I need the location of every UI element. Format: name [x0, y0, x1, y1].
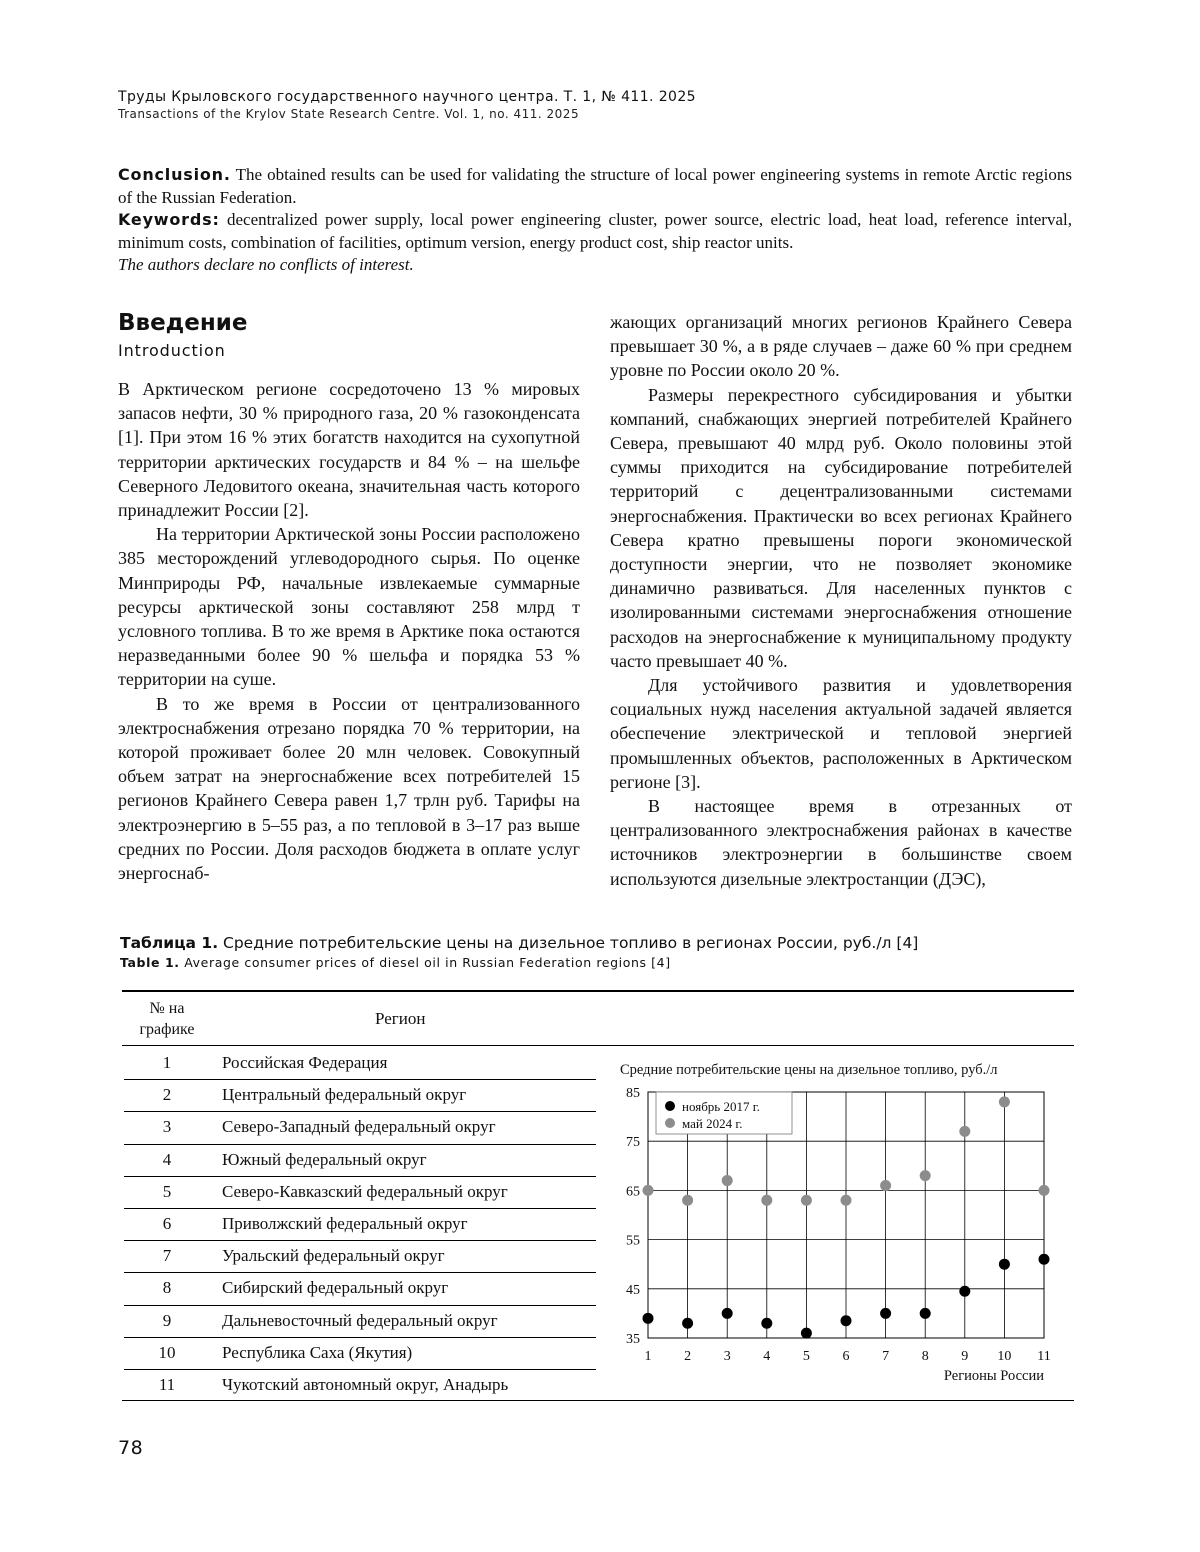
- table-cell-number: 11: [158, 1374, 176, 1394]
- x-tick-label: 1: [644, 1349, 652, 1364]
- body-paragraph: На территории Арктической зоны России расположено 385 месторождений углеводородного сырья. По оценке Минприроды РФ, начальные извлекаемые суммарные ресурсы арктической зоны составляют 258 млрд т условного топлива. В то же время в Арктике пока остаются неразведанными более 90 % шельфа и порядка 53 % территории на суше.: [118, 524, 580, 690]
- table-cell-region: Республика Саха (Якутия): [222, 1342, 413, 1362]
- table-caption-ru-label: Таблица 1.: [120, 934, 219, 952]
- table-header-region: Регион: [375, 1009, 426, 1028]
- table-caption-ru-text: Средние потребительские цены на дизельное топливо в регионах России, руб./л [4]: [218, 934, 919, 952]
- y-tick-label: 45: [626, 1282, 640, 1298]
- y-tick-label: 85: [626, 1086, 640, 1101]
- journal-header: [118, 88, 1078, 122]
- y-tick-label: 55: [626, 1233, 640, 1249]
- table-caption-en: [120, 954, 1080, 972]
- table-row: [124, 1273, 596, 1305]
- table-caption-en-label: Table 1.: [120, 955, 180, 970]
- data-point-series-2: [959, 1126, 970, 1137]
- x-tick-label: 11: [1037, 1349, 1051, 1364]
- data-point-series-2: [841, 1195, 852, 1206]
- table-cell-region: Чукотский автономный округ, Анадырь: [222, 1374, 509, 1394]
- x-tick-label: 6: [842, 1349, 850, 1364]
- data-point-series-2: [999, 1096, 1010, 1107]
- table-cell-number: 1: [162, 1053, 172, 1072]
- x-tick-label: 2: [684, 1349, 692, 1364]
- data-point-series-2: [801, 1195, 812, 1206]
- keywords-label: Keywords:: [118, 210, 220, 229]
- x-tick-label: 10: [997, 1349, 1012, 1364]
- data-point-series-2: [682, 1195, 693, 1206]
- table-caption-ru: [120, 932, 1080, 954]
- table-header-rule: [122, 1045, 1074, 1046]
- data-point-series-1: [880, 1308, 891, 1319]
- table-cell-region: Российская Федерация: [222, 1053, 388, 1072]
- table-cell-region: Приволжский федеральный округ: [222, 1213, 468, 1233]
- y-tick-label: 75: [626, 1135, 640, 1151]
- table-cell-region: Центральный федеральный округ: [222, 1085, 467, 1105]
- legend-marker-series-1: [665, 1101, 675, 1111]
- conclusion-label: Conclusion.: [118, 165, 231, 184]
- table-cell-region: Уральский федеральный округ: [222, 1246, 445, 1266]
- x-tick-label: 4: [763, 1349, 771, 1364]
- table-cell-number: 8: [162, 1278, 172, 1298]
- table-cell-number: 3: [162, 1117, 172, 1137]
- data-point-series-1: [841, 1315, 852, 1326]
- conclusion-paragraph: [118, 164, 1072, 209]
- table-row: [124, 1209, 596, 1241]
- right-column: [610, 310, 1072, 891]
- body-paragraph: Размеры перекрестного субсидирования и убытки компаний, снабжающих энергией потребителей Крайнего Севера, превышают 40 млрд руб. Около половины этой суммы приходится на субсидирование потребителей территорий с децентрализованными системами энергоснабжения. Практически во всех регионах Крайнего Севера кратно превышены пороги экономической доступности энергии, что не позволяет экономике динамично развиваться. Для населенных пунктов с изолированными системами энергоснабжения отношение расходов на энергоснабжение к муниципальному продукту часто превышает 40 %.: [610, 384, 1072, 671]
- data-point-series-2: [1039, 1185, 1050, 1196]
- data-point-series-1: [643, 1313, 654, 1324]
- body-paragraph: В Арктическом регионе сосредоточено 13 % мировых запасов нефти, 30 % природного газа, 20 % газоконденсата [1]. При этом 16 % этих богатств находится на сухопутной территории арктических государств и 84 % – на шельфе Северного Ледовитого океана, значительная часть которого принадлежит России [2].: [118, 379, 580, 521]
- data-point-series-1: [722, 1308, 733, 1319]
- x-tick-label: 9: [961, 1349, 969, 1364]
- table-cell-region: Южный федеральный округ: [222, 1149, 427, 1169]
- table-row: [124, 1048, 596, 1080]
- right-body-text: [610, 310, 1072, 891]
- legend-label-series-1: ноябрь 2017 г.: [682, 1099, 760, 1114]
- data-point-series-1: [1039, 1254, 1050, 1265]
- data-point-series-2: [722, 1175, 733, 1186]
- x-tick-label: 5: [802, 1349, 810, 1364]
- table-row: [124, 1338, 596, 1370]
- table-top-rule: [122, 990, 1074, 992]
- table-cell-number: 10: [158, 1342, 176, 1362]
- chart-title: Средние потребительские цены на дизельное топливо, руб./л: [620, 1062, 998, 1078]
- data-point-series-2: [920, 1170, 931, 1181]
- x-axis-label: Регионы России: [943, 1368, 1044, 1384]
- section-subtitle: Introduction: [118, 341, 226, 360]
- table-row: [124, 1241, 596, 1273]
- table-cell-region: Северо-Западный федеральный округ: [222, 1117, 496, 1137]
- body-paragraph: В настоящее время в отрезанных от централизованного электроснабжения районах в качестве источников электроэнергии в большинстве своем используются дизельные электростанции (ДЭС),: [610, 796, 1072, 889]
- data-point-series-1: [801, 1328, 812, 1339]
- table-row: [124, 1145, 596, 1177]
- data-point-series-1: [959, 1286, 970, 1297]
- table-caption-en-text: Average consumer prices of diesel oil in Russian Federation regions [4]: [179, 955, 671, 970]
- table-cell-number: 7: [162, 1246, 172, 1266]
- y-tick-label: 65: [626, 1184, 640, 1200]
- data-point-series-2: [761, 1195, 772, 1206]
- body-paragraph: жающих организаций многих регионов Крайнего Севера превышает 30 %, а в ряде случаев – даже 60 % при среднем уровне по России около 20 %.: [610, 312, 1072, 381]
- table-bottom-rule: [122, 1400, 1074, 1401]
- body-paragraph: Для устойчивого развития и удовлетворения социальных нужд населения актуальной задачей является обеспечение электрической и тепловой энергией промышленных объектов, расположенных в Арктическом регионе [3].: [610, 675, 1072, 792]
- table-cell-region: Дальневосточный федеральный округ: [222, 1310, 498, 1330]
- data-point-series-1: [920, 1308, 931, 1319]
- data-point-series-1: [761, 1318, 772, 1329]
- table-cell-number: 9: [162, 1310, 172, 1330]
- table-row: [124, 1177, 596, 1209]
- table-row: [124, 1112, 596, 1144]
- left-column: [118, 308, 580, 885]
- legend-marker-series-2: [665, 1118, 675, 1128]
- x-tick-label: 3: [723, 1349, 731, 1364]
- body-paragraph: В то же время в России от централизованного электроснабжения отрезано порядка 70 % территории, на которой проживает более 20 млн человек. Совокупный объем затрат на энергоснабжение всех потребителей 15 регионов Крайнего Севера равен 1,7 трлн руб. Тарифы на электроэнергию в 5–55 раз, а по тепловой в 3–17 раз выше средних по России. Доля расходов бюджета в оплате услуг энергоснаб-: [118, 693, 580, 884]
- table-cell-number: 2: [162, 1085, 172, 1105]
- x-tick-label: 7: [882, 1349, 890, 1364]
- table-row: [124, 1306, 596, 1338]
- table-cell-region: Северо-Кавказский федеральный округ: [222, 1181, 508, 1201]
- left-body-text: [118, 377, 580, 885]
- conflict-declaration: The authors declare no conflicts of interest.: [118, 255, 414, 274]
- keywords-paragraph: [118, 209, 1072, 254]
- journal-title-ru: Труды Крыловского государственного научного центра. Т. 1, № 411. 2025: [118, 89, 696, 105]
- table-cell-number: 4: [162, 1149, 172, 1169]
- legend-label-series-2: май 2024 г.: [682, 1116, 743, 1131]
- y-tick-label: 35: [626, 1332, 640, 1347]
- journal-title-en: Transactions of the Krylov State Research Centre. Vol. 1, no. 411. 2025: [118, 107, 580, 121]
- data-point-series-1: [682, 1318, 693, 1329]
- table-body: [124, 1048, 596, 1402]
- page-number: 78: [118, 1437, 144, 1459]
- table-caption: [120, 932, 1080, 972]
- data-point-series-2: [643, 1185, 654, 1196]
- x-tick-label: 8: [921, 1349, 929, 1364]
- diesel-price-chart: [604, 1052, 1074, 1392]
- table-cell-number: 6: [162, 1213, 172, 1233]
- data-point-series-2: [880, 1180, 891, 1191]
- data-point-series-1: [999, 1259, 1010, 1270]
- abstract: [118, 164, 1072, 277]
- section-title: Введение: [118, 310, 248, 336]
- table-header-number: № на графике: [139, 1000, 195, 1038]
- table-row: [124, 1080, 596, 1112]
- table-cell-number: 5: [162, 1181, 172, 1201]
- table-row: [124, 1370, 596, 1402]
- keywords-text: decentralized power supply, local power engineering cluster, power source, electric load, heat load, reference interval, minimum costs, combination of facilities, optimum version, energy product cost, ship reactor units.: [118, 210, 1072, 252]
- conclusion-text: The obtained results can be used for validating the structure of local power engineering systems in remote Arctic regions of the Russian Federation.: [118, 165, 1072, 207]
- table-cell-region: Сибирский федеральный округ: [222, 1278, 449, 1298]
